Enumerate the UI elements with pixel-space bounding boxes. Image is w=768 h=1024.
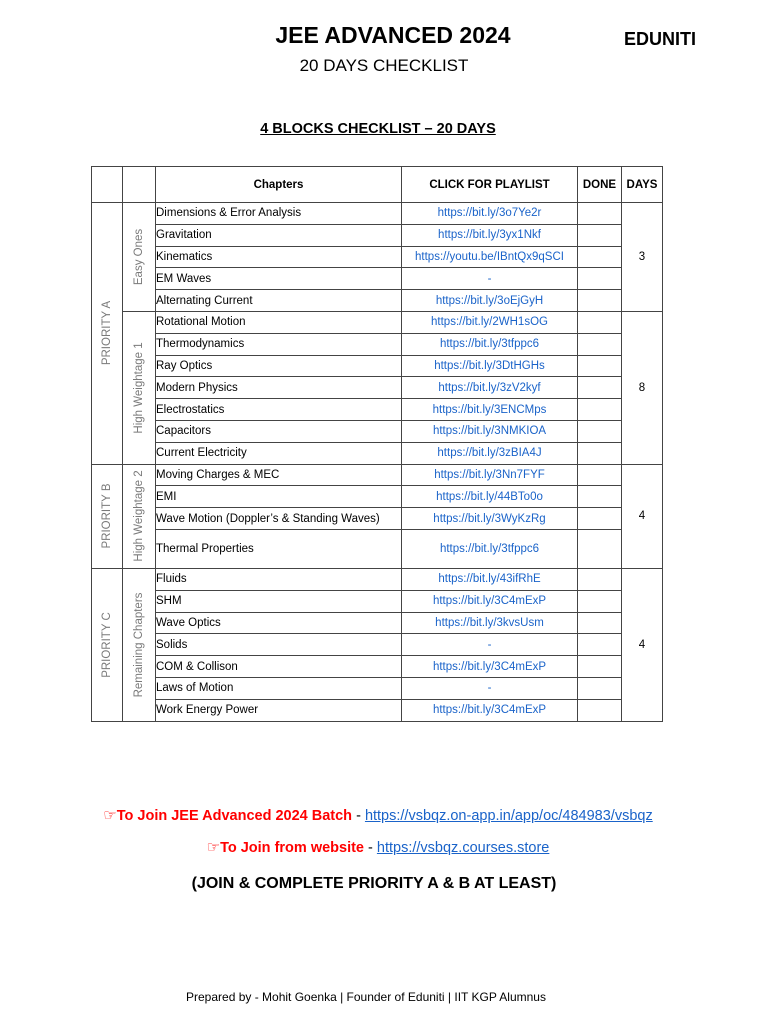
join-website-label: To Join from website [220, 840, 365, 856]
header-playlist: CLICK FOR PLAYLIST [402, 167, 578, 203]
playlist-link[interactable]: https://youtu.be/IBntQx9qSCI [402, 246, 578, 268]
header-chapters: Chapters [156, 167, 402, 203]
chapter-name: Dimensions & Error Analysis [156, 203, 402, 225]
checklist-table [91, 166, 663, 722]
table-row [92, 656, 663, 678]
done-checkbox[interactable] [578, 590, 622, 612]
table-row [92, 442, 663, 464]
group-high2-cell [123, 464, 156, 568]
table-row [92, 508, 663, 530]
chapter-name: Ray Optics [156, 355, 402, 377]
chapter-name: EMI [156, 486, 402, 508]
playlist-link: - [402, 677, 578, 699]
website-link[interactable]: https://vsbqz.courses.store [376, 840, 550, 856]
table-header-row [92, 167, 663, 203]
days-remaining: 4 [622, 568, 663, 721]
priority-a-cell [92, 203, 123, 465]
header-blank-priority [92, 167, 123, 203]
playlist-link: - [402, 634, 578, 656]
done-checkbox[interactable] [578, 355, 622, 377]
done-checkbox[interactable] [578, 246, 622, 268]
priority-a-label: PRIORITY A [101, 301, 113, 366]
playlist-link[interactable]: https://bit.ly/3NMKIOA [402, 420, 578, 442]
done-checkbox[interactable] [578, 268, 622, 290]
chapter-name: Moving Charges & MEC [156, 464, 402, 486]
chapter-name: Wave Motion (Doppler’s & Standing Waves) [156, 508, 402, 530]
header-blank-group [123, 167, 156, 203]
pointing-hand-icon: ☞ [103, 807, 117, 824]
join-batch-line [0, 806, 762, 824]
chapter-name: Rotational Motion [156, 311, 402, 333]
playlist-link[interactable]: https://bit.ly/3yx1Nkf [402, 224, 578, 246]
group-remaining-label: Remaining Chapters [133, 592, 145, 698]
chapter-name: Alternating Current [156, 290, 402, 312]
playlist-link[interactable]: https://bit.ly/3oEjGyH [402, 290, 578, 312]
done-checkbox[interactable] [578, 464, 622, 486]
chapter-name: EM Waves [156, 268, 402, 290]
group-easy-cell [123, 203, 156, 312]
playlist-link[interactable]: https://bit.ly/3WyKzRg [402, 508, 578, 530]
table-row [92, 464, 663, 486]
table-row [92, 377, 663, 399]
chapter-name: Gravitation [156, 224, 402, 246]
playlist-link[interactable]: https://bit.ly/3tfppc6 [402, 529, 578, 568]
chapter-name: Work Energy Power [156, 699, 402, 721]
playlist-link[interactable]: https://bit.ly/44BTo0o [402, 486, 578, 508]
join-batch-label: To Join JEE Advanced 2024 Batch [116, 808, 353, 824]
days-high2: 4 [622, 464, 663, 568]
table-row [92, 612, 663, 634]
page-title: JEE ADVANCED 2024 [275, 22, 511, 48]
playlist-link[interactable]: https://bit.ly/3DtHGHs [402, 355, 578, 377]
done-checkbox[interactable] [578, 508, 622, 530]
chapter-name: Fluids [156, 568, 402, 590]
group-high2-label: High Weightage 2 [133, 470, 145, 562]
priority-c-cell [92, 568, 123, 721]
group-high1-cell [123, 311, 156, 464]
chapter-name: SHM [156, 590, 402, 612]
table-row [92, 634, 663, 656]
done-checkbox[interactable] [578, 420, 622, 442]
chapter-name: Laws of Motion [156, 677, 402, 699]
table-row [92, 699, 663, 721]
separator: - [364, 840, 377, 856]
playlist-link[interactable]: https://bit.ly/3tfppc6 [402, 333, 578, 355]
table-row [92, 399, 663, 421]
table-row [92, 311, 663, 333]
done-checkbox[interactable] [578, 612, 622, 634]
done-checkbox[interactable] [578, 224, 622, 246]
chapter-name: COM & Collison [156, 656, 402, 678]
chapter-name: Capacitors [156, 420, 402, 442]
playlist-link[interactable]: https://bit.ly/3ENCMps [402, 399, 578, 421]
group-high1-label: High Weightage 1 [133, 342, 145, 434]
table-row [92, 333, 663, 355]
chapter-name: Modern Physics [156, 377, 402, 399]
playlist-link[interactable]: https://bit.ly/3C4mExP [402, 590, 578, 612]
separator: - [352, 808, 365, 824]
brand-name: EDUNITI [624, 29, 696, 49]
priority-note: (JOIN & COMPLETE PRIORITY A & B AT LEAST) [191, 875, 557, 892]
table-row [92, 486, 663, 508]
table-row [92, 355, 663, 377]
chapter-name: Electrostatics [156, 399, 402, 421]
chapter-name: Kinematics [156, 246, 402, 268]
done-checkbox[interactable] [578, 311, 622, 333]
done-checkbox[interactable] [578, 399, 622, 421]
page-subtitle: 20 DAYS CHECKLIST [299, 56, 469, 75]
group-easy-label: Easy Ones [133, 228, 145, 286]
priority-b-cell [92, 464, 123, 568]
batch-link[interactable]: https://vsbqz.on-app.in/app/oc/484983/vsbqz [364, 808, 653, 824]
chapter-name: Thermal Properties [156, 529, 402, 568]
done-checkbox[interactable] [578, 290, 622, 312]
table-row [92, 290, 663, 312]
done-checkbox[interactable] [578, 529, 622, 568]
done-checkbox[interactable] [578, 377, 622, 399]
playlist-link[interactable]: https://bit.ly/3zBIA4J [402, 442, 578, 464]
priority-b-label: PRIORITY B [101, 483, 113, 549]
playlist-link[interactable]: https://bit.ly/43ifRhE [402, 568, 578, 590]
table-row [92, 529, 663, 568]
header-done: DONE [578, 167, 622, 203]
done-checkbox[interactable] [578, 568, 622, 590]
table-row [92, 420, 663, 442]
playlist-link: - [402, 268, 578, 290]
group-remaining-cell [123, 568, 156, 721]
days-easy: 3 [622, 203, 663, 312]
section-title: 4 BLOCKS CHECKLIST – 20 DAYS [260, 121, 496, 137]
table-row [92, 568, 663, 590]
done-checkbox[interactable] [578, 333, 622, 355]
done-checkbox[interactable] [578, 634, 622, 656]
chapter-name: Wave Optics [156, 612, 402, 634]
header-days: DAYS [622, 167, 663, 203]
chapter-name: Thermodynamics [156, 333, 402, 355]
playlist-link[interactable]: https://bit.ly/3C4mExP [402, 656, 578, 678]
table-row [92, 203, 663, 225]
playlist-link[interactable]: https://bit.ly/3zV2kyf [402, 377, 578, 399]
table-row [92, 224, 663, 246]
table-row [92, 246, 663, 268]
pointing-hand-icon: ☞ [206, 839, 221, 856]
table-row [92, 268, 663, 290]
done-checkbox[interactable] [578, 656, 622, 678]
join-website-line [0, 838, 762, 856]
table-row [92, 677, 663, 699]
days-high1: 8 [622, 311, 663, 464]
done-checkbox[interactable] [578, 442, 622, 464]
done-checkbox[interactable] [578, 699, 622, 721]
done-checkbox[interactable] [578, 203, 622, 225]
done-checkbox[interactable] [578, 677, 622, 699]
playlist-link[interactable]: https://bit.ly/3o7Ye2r [402, 203, 578, 225]
playlist-link[interactable]: https://bit.ly/3C4mExP [402, 699, 578, 721]
footer-credit: Prepared by - Mohit Goenka | Founder of Eduniti | IIT KGP Alumnus [186, 990, 546, 1004]
done-checkbox[interactable] [578, 486, 622, 508]
table-row [92, 590, 663, 612]
chapter-name: Solids [156, 634, 402, 656]
chapter-name: Current Electricity [156, 442, 402, 464]
playlist-link[interactable]: https://bit.ly/2WH1sOG [402, 311, 578, 333]
priority-c-label: PRIORITY C [101, 611, 113, 678]
playlist-link[interactable]: https://bit.ly/3Nn7FYF [402, 464, 578, 486]
playlist-link[interactable]: https://bit.ly/3kvsUsm [402, 612, 578, 634]
